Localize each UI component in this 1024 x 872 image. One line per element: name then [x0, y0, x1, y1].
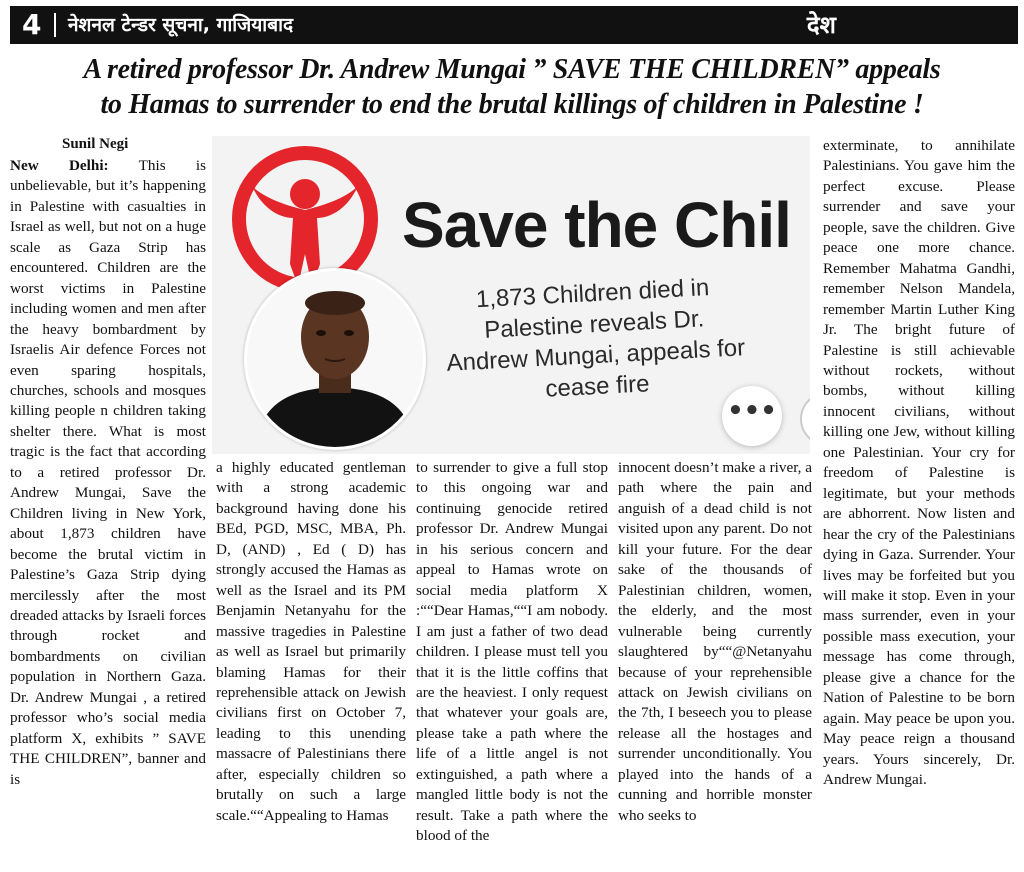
article-column-4 [618, 458, 812, 868]
article-column-3 [416, 458, 608, 868]
column-4-text: innocent doesn’t make a river, a path where the pain and anguish of a dead child is not visited upon any parent. Do not kill your future. For the dear sake of the thousands of Palestinian children, women, the elderly, and the most vulnerable being currently slaughtered by““@Netanyahu because of your reprehensible attack on Jewish civilians on the 7th, I beseech you to please release all the hostages and surrender unconditionally. You played into the hands of a cunning and horrible monster who seeks to [618, 459, 812, 824]
photo-caption: 1,873 Children died in Palestine reveals Dr. Andrew Mungai, appeals for cease fire [445, 274, 746, 403]
headline-line-1: A retired professor Dr. Andrew Mungai ” SAVE THE CHILDREN” appeals [83, 54, 941, 85]
article-column-1 [10, 156, 206, 866]
column-2-text: a highly educated gentleman with a strong academic background having done his BEd, PGD, MSC, MBA, Ph. D, (AND) , Ed ( D) has strongly accused the Hamas as well as the Israel and its PM Benjamin Netanyahu for the massive tragedies in Palestine as well as Israel but primarily blaming Hamas for their reprehensible attack on Jewish civilians first on October 7, leading to this unending massacre of Palestinians there after, especially children so brutally on such a large scale.““Appealing to Hamas [216, 459, 406, 824]
more-options-button: ••• [722, 386, 782, 446]
article-photo [212, 136, 810, 454]
article-column-2 [216, 458, 406, 868]
headline [10, 52, 1014, 122]
article-column-5 [823, 136, 1015, 868]
masthead [10, 6, 1018, 44]
section-label: देश [806, 11, 836, 39]
brand-text: Save the Chil [402, 189, 791, 261]
newspaper-title: नेशनल टेन्डर सूचना, गाजियाबाद [68, 14, 294, 36]
dateline: New Delhi: [10, 157, 109, 174]
byline: Sunil Negi [62, 136, 129, 152]
person-avatar-icon [247, 271, 423, 447]
portrait-photo [244, 268, 426, 450]
column-5-text: exterminate, to annihilate Palestinians. You gave him the perfect excuse. Please surrender and save your people, save the children. Give peace one more chance. Remember Mahatma Gandhi, remember Nelson Mandela, remember Martin Luther King Jr. The bright future of Palestine is still achievable without rockets, without bombs, without killing innocent civilians, without killing one Jew, without killing one Palestinian. Your cry for freedom of Palestine is legitimate, but your methods are abhorrent. Now listen and hear the cry of the Palestinians dying in Gaza. Surrender. Your lives may be forfeited but you will make it stop. Even in your mass surrender, even in your possible mass execution, your message has come through, please give a chance for the Nation of Palestine to be born again. May peace be upon you. May peace reign a thousand years. Yours sincerely, Dr. Andrew Mungai. [823, 137, 1015, 789]
page-number: 4 [22, 8, 42, 41]
headline-line-2: to Hamas to surrender to end the brutal killings of children in Palestine ! [100, 89, 924, 120]
masthead-divider [54, 13, 56, 37]
column-1-text: This is unbelievable, but it’s happening in Palestine with casualties in Israel as well, but not on a huge scale as Gaza Strip has encountered. Children are the worst victims in Palestine including women and men after the heavy bombardment by Israelis Air defence Forces not even sparing hospitals, churches, schools and mosques killing people n children taking shelter there. What is most tragic is the fact that according to a retired professor Dr. Andrew Mungai, Save the Children living in New York, about 1,873 children have become the brutal victim in Palestine’s Gaza Strip dying mercilessly after the most dreaded attacks by Israeli forces through rocket and bombardments on civilian population in Northern Gaza. Dr. Andrew Mungai , a retired professor who’s social media platform X, exhibits ” SAVE THE CHILDREN”, banner and is [10, 157, 206, 788]
column-3-text: to surrender to give a full stop to this ongoing war and continuing genocide retired professor Dr. Andrew Mungai in his serious concern and appeal to Hamas wrote on social media platform X :““Dear Hamas,““I am nobody. I am just a father of two dead children. I please must tell you that it is the little coffins that are the heaviest. I only request that whatever your goals are, please take a path where the life of a little angel is not extinguished, a path where a mangled little body is not the result. Take a path where the blood of the [416, 459, 608, 845]
